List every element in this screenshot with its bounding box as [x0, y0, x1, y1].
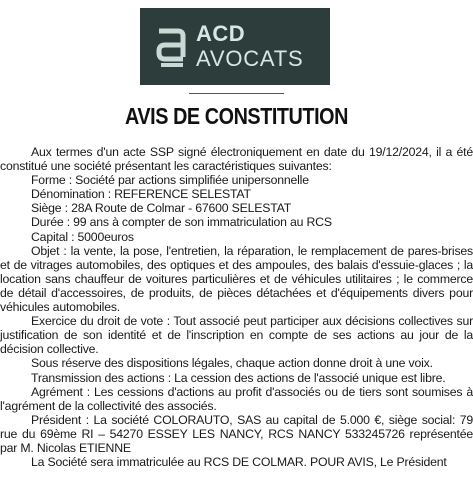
notice-body [0, 145, 473, 469]
agrement-paragraph: Agrément : Les cessions d'actions au profit d'associés ou de tiers sont soumises à l'agrément de la collectivité des associés. [0, 384, 473, 413]
acd-avocats-logo [140, 8, 330, 85]
objet-paragraph: Objet : la vente, la pose, l'entretien, la réparation, le remplacement de pares-brises et de vitrages automobiles, des optiques et des ampoules, des balais d'essuie-glaces ; la location sans chauffeur de voitures particulières et de véhicules utilitaires ; le commerce de détail d'accessoires, de produits, de pièces détachées et d'équipements divers pour véhicules automobiles. [0, 243, 473, 315]
field-siege: Siège : 28A Route de Colmar - 67600 SELESTAT [31, 201, 292, 216]
logo-acd-text: ACD [196, 21, 246, 46]
notice-title: AVIS DE CONSTITUTION [125, 103, 348, 129]
intro-paragraph: Aux termes d'un acte SSP signé électroniquement en date du 19/12/2024, il a été constitué une société présentant les caractéristiques suivantes: [0, 145, 473, 174]
acd-logo-mark-icon [156, 23, 186, 69]
vote-paragraph: Exercice du droit de vote : Tout associé peut participer aux décisions collectives sur justification de son identité et de l'inscription en compte de ses actions au jour de la décision collective. [0, 314, 473, 357]
logo-wordmark [196, 23, 303, 70]
field-capital: Capital : 5000euros [31, 229, 134, 244]
reserve-paragraph: Sous réserve des dispositions légales, chaque action donne droit à une voix. [31, 356, 433, 371]
closing-paragraph: La Société sera immatriculée au RCS DE COLMAR. POUR AVIS, Le Président [31, 455, 447, 470]
transmission-paragraph: Transmission des actions : La cession des actions de l'associé unique est libre. [31, 370, 446, 385]
field-duree: Durée : 99 ans à compter de son immatriculation au RCS [31, 215, 332, 230]
title-divider [189, 93, 284, 94]
president-paragraph: Président : La société COLORAUTO, SAS au capital de 5.000 €, siège social: 79 rue du 69ème RI – 54270 ESSEY LES NANCY, RCS NANCY 533245726 représentée par M. Nicolas ETIENNE [0, 412, 473, 455]
field-denomination: Dénomination : REFERENCE SELESTAT [31, 187, 251, 202]
field-forme: Forme : Société par actions simplifiée unipersonnelle [31, 173, 309, 188]
logo-avocats-text: AVOCATS [196, 46, 304, 71]
